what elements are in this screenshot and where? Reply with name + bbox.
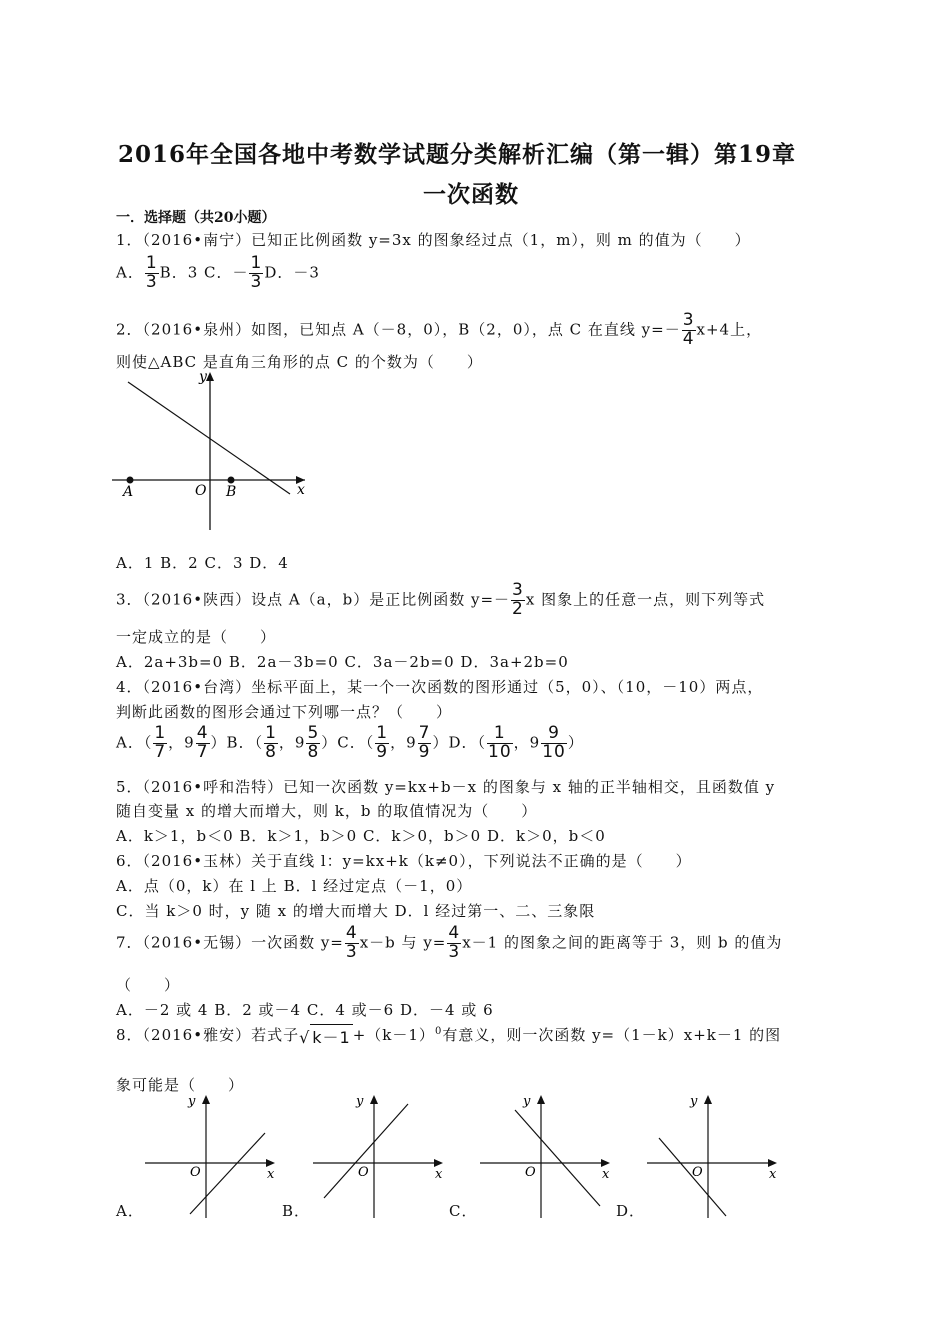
q1-options bbox=[116, 255, 320, 292]
x-label: x bbox=[769, 1167, 777, 1182]
q4-d-mid: ，9 bbox=[513, 733, 541, 752]
y-axis-arrow bbox=[202, 1095, 210, 1104]
q5-stem-line1: 5．（2016•呼和浩特）已知一次函数 y=kx+b－x 的图象与 x 轴的正半轴相交，且函数值 y bbox=[116, 778, 776, 796]
q7-mid: x－b 与 y= bbox=[359, 933, 447, 952]
frac-denominator: 9 bbox=[376, 741, 389, 762]
q8-option-c: C． bbox=[449, 1202, 478, 1220]
q4-a-label: A．（ bbox=[116, 733, 153, 752]
frac-numerator: 1 bbox=[265, 723, 277, 743]
q1-opt-d: D．－3 bbox=[264, 263, 320, 282]
b-label: B bbox=[226, 484, 237, 500]
frac-numerator: 4 bbox=[448, 923, 461, 943]
a-label: A bbox=[123, 484, 134, 500]
frac-denominator: 3 bbox=[345, 941, 358, 962]
point-a bbox=[127, 477, 134, 484]
frac-denominator: 7 bbox=[154, 741, 167, 762]
q2-text-post: x+4上， bbox=[696, 320, 763, 339]
q8-option-d: D． bbox=[616, 1202, 646, 1220]
q4-d-label: ）D．（ bbox=[432, 733, 486, 752]
q2-stem-line2: 则使△ABC 是直角三角形的点 C 的个数为（ ） bbox=[116, 353, 483, 371]
y-axis-arrow bbox=[370, 1095, 378, 1104]
q4-stem-line2: 判断此函数的图形会通过下列哪一点？（ ） bbox=[116, 703, 453, 721]
q8-option-a: A． bbox=[116, 1202, 144, 1220]
q8-option-b: B． bbox=[282, 1202, 311, 1220]
x-label: x bbox=[602, 1167, 610, 1182]
q6-stem: 6．（2016•玉林）关于直线 l：y=kx+k（k≠0），下列说法不正确的是（ ） bbox=[116, 852, 692, 870]
frac-numerator: 1 bbox=[487, 725, 513, 744]
q1-opt-a-label: A． bbox=[116, 263, 144, 282]
q2-stem bbox=[116, 312, 762, 349]
q3-stem-line2: 一定成立的是（ ） bbox=[116, 628, 277, 646]
frac-numerator: 1 bbox=[376, 723, 389, 743]
origin-label: O bbox=[195, 483, 207, 499]
frac-denominator: 3 bbox=[250, 271, 263, 292]
graph-line bbox=[515, 1110, 600, 1206]
q5-stem-line2: 随自变量 x 的增大而增大，则 k，b 的取值情况为（ ） bbox=[116, 802, 538, 820]
y-axis-arrow bbox=[537, 1095, 545, 1104]
frac-denominator: 7 bbox=[196, 741, 209, 762]
q4-c-mid: ，9 bbox=[390, 733, 417, 752]
q8-sqrt: √ k－1 bbox=[299, 1024, 353, 1048]
y-label: y bbox=[356, 1094, 364, 1109]
q4-end: ） bbox=[567, 733, 584, 752]
q2-text-pre: 2．（2016•泉州）如图，已知点 A（－8，0），B（2，0），点 C 在直线 y=－ bbox=[116, 320, 681, 339]
point-b bbox=[228, 477, 235, 484]
q2-options: A．1 B．2 C．3 D．4 bbox=[116, 554, 289, 572]
q3-text-post: x 图象上的任意一点，则下列等式 bbox=[525, 590, 766, 609]
origin-label: O bbox=[692, 1165, 703, 1180]
q7-pre: 7．（2016•无锡）一次函数 y= bbox=[116, 933, 344, 952]
frac-denominator: 9 bbox=[418, 741, 431, 762]
q6-options-cd: C．当 k＞0 时，y 随 x 的增大而增大 D．l 经过第一、二、三象限 bbox=[116, 902, 596, 920]
frac-denominator: 8 bbox=[265, 741, 277, 762]
q4-b-mid: ，9 bbox=[278, 733, 306, 752]
q4-d-frac1 bbox=[487, 725, 513, 762]
q4-b-frac1 bbox=[264, 725, 278, 762]
q3-options: A．2a+3b=0 B．2a－3b=0 C．3a－2b=0 D．3a+2b=0 bbox=[116, 653, 569, 671]
q6-options-ab: A．点（0，k）在 l 上 B．l 经过定点（－1，0） bbox=[116, 877, 473, 895]
q8-graph-a bbox=[140, 1090, 280, 1220]
q8-exponent: 0 bbox=[434, 1026, 443, 1037]
q1-opt-bc: B．3 C．－ bbox=[159, 263, 249, 282]
x-axis-arrow bbox=[601, 1159, 610, 1167]
y-label: y bbox=[690, 1094, 698, 1109]
y-label: y bbox=[523, 1094, 531, 1109]
frac-denominator: 4 bbox=[682, 328, 695, 349]
q4-options bbox=[116, 725, 584, 762]
q8-mid: +（k－1） bbox=[352, 1026, 435, 1044]
q4-d-frac2 bbox=[541, 725, 567, 762]
y-axis-arrow bbox=[704, 1095, 712, 1104]
q4-stem-line1: 4．（2016•台湾）坐标平面上，某一个一次函数的图形通过（5，0）、（10，－10）两点， bbox=[116, 678, 764, 696]
q2-fraction bbox=[682, 312, 696, 349]
line-graph bbox=[128, 382, 290, 494]
q1-fraction-c bbox=[249, 255, 263, 292]
frac-denominator: 3 bbox=[448, 941, 461, 962]
page-title-line2: 一次函数 bbox=[423, 181, 519, 208]
x-label: x bbox=[297, 482, 305, 498]
frac-numerator: 3 bbox=[682, 310, 695, 330]
q4-c-label: ）C．（ bbox=[321, 733, 375, 752]
q2-figure bbox=[110, 368, 310, 533]
y-axis-arrow bbox=[206, 372, 214, 381]
q3-fraction bbox=[511, 582, 525, 619]
frac-numerator: 3 bbox=[512, 580, 524, 600]
frac-denominator: 10 bbox=[542, 741, 566, 762]
frac-numerator: 1 bbox=[250, 253, 263, 273]
frac-numerator: 7 bbox=[418, 723, 431, 743]
q5-options: A．k＞1，b＜0 B．k＞1，b＞0 C．k＞0，b＞0 D．k＞0，b＜0 bbox=[116, 827, 606, 845]
origin-label: O bbox=[525, 1165, 536, 1180]
q4-a-frac2 bbox=[196, 725, 210, 762]
q3-text-pre: 3．（2016•陕西）设点 A（a，b）是正比例函数 y=－ bbox=[116, 590, 511, 609]
frac-denominator: 10 bbox=[488, 741, 512, 762]
x-label: x bbox=[435, 1167, 443, 1182]
q8-radicand: k－1 bbox=[310, 1024, 352, 1048]
q8-stem-line2: 象可能是（ ） bbox=[116, 1076, 245, 1094]
frac-numerator: 9 bbox=[541, 725, 567, 744]
x-label: x bbox=[267, 1167, 275, 1182]
q7-stem bbox=[116, 925, 782, 962]
q8-graph-c bbox=[475, 1090, 615, 1220]
q1-fraction-a bbox=[145, 255, 159, 292]
q8-stem bbox=[116, 1024, 781, 1048]
frac-numerator: 4 bbox=[345, 923, 358, 943]
y-label: y bbox=[188, 1094, 196, 1109]
frac-numerator: 1 bbox=[145, 253, 158, 273]
frac-numerator: 4 bbox=[196, 723, 209, 743]
q7-stem-line2: （ ） bbox=[116, 976, 181, 994]
q1-stem: 1．（2016•南宁）已知正比例函数 y=3x 的图象经过点（1，m），则 m 的值为（ ） bbox=[116, 231, 751, 249]
origin-label: O bbox=[190, 1165, 201, 1180]
q8-graph-b bbox=[308, 1090, 448, 1220]
q4-a-frac1 bbox=[153, 725, 167, 762]
q7-fraction-2 bbox=[447, 925, 461, 962]
y-label: y bbox=[199, 369, 207, 385]
x-axis-arrow bbox=[266, 1159, 275, 1167]
q7-options: A．－2 或 4 B．2 或－4 C．4 或－6 D．－4 或 6 bbox=[116, 1001, 494, 1019]
q7-fraction-1 bbox=[345, 925, 359, 962]
q3-stem bbox=[116, 582, 765, 619]
q4-b-frac2 bbox=[306, 725, 320, 762]
q4-a-mid: ，9 bbox=[168, 733, 195, 752]
origin-label: O bbox=[358, 1165, 369, 1180]
section-heading: 一．选择题（共20小题） bbox=[116, 210, 276, 226]
q7-post: x－1 的图象之间的距离等于 3，则 b 的值为 bbox=[462, 933, 783, 952]
frac-denominator: 2 bbox=[512, 598, 524, 619]
frac-numerator: 5 bbox=[307, 723, 320, 743]
frac-denominator: 8 bbox=[307, 741, 320, 762]
q8-graph-d bbox=[642, 1090, 782, 1220]
q4-c-frac1 bbox=[375, 725, 389, 762]
q8-pre: 8．（2016•雅安）若式子 bbox=[116, 1026, 300, 1044]
q8-post: 有意义，则一次函数 y=（1－k）x+k－1 的图 bbox=[442, 1026, 782, 1044]
graph-line bbox=[190, 1133, 265, 1214]
x-axis-arrow bbox=[434, 1159, 443, 1167]
page-title-line1: 2016年全国各地中考数学试题分类解析汇编（第一辑）第19章 bbox=[118, 141, 797, 168]
x-axis-arrow bbox=[768, 1159, 777, 1167]
q4-b-label: ）B．（ bbox=[210, 733, 264, 752]
frac-numerator: 1 bbox=[154, 723, 167, 743]
frac-denominator: 3 bbox=[145, 271, 158, 292]
q4-c-frac2 bbox=[418, 725, 432, 762]
graph-line bbox=[324, 1104, 408, 1198]
